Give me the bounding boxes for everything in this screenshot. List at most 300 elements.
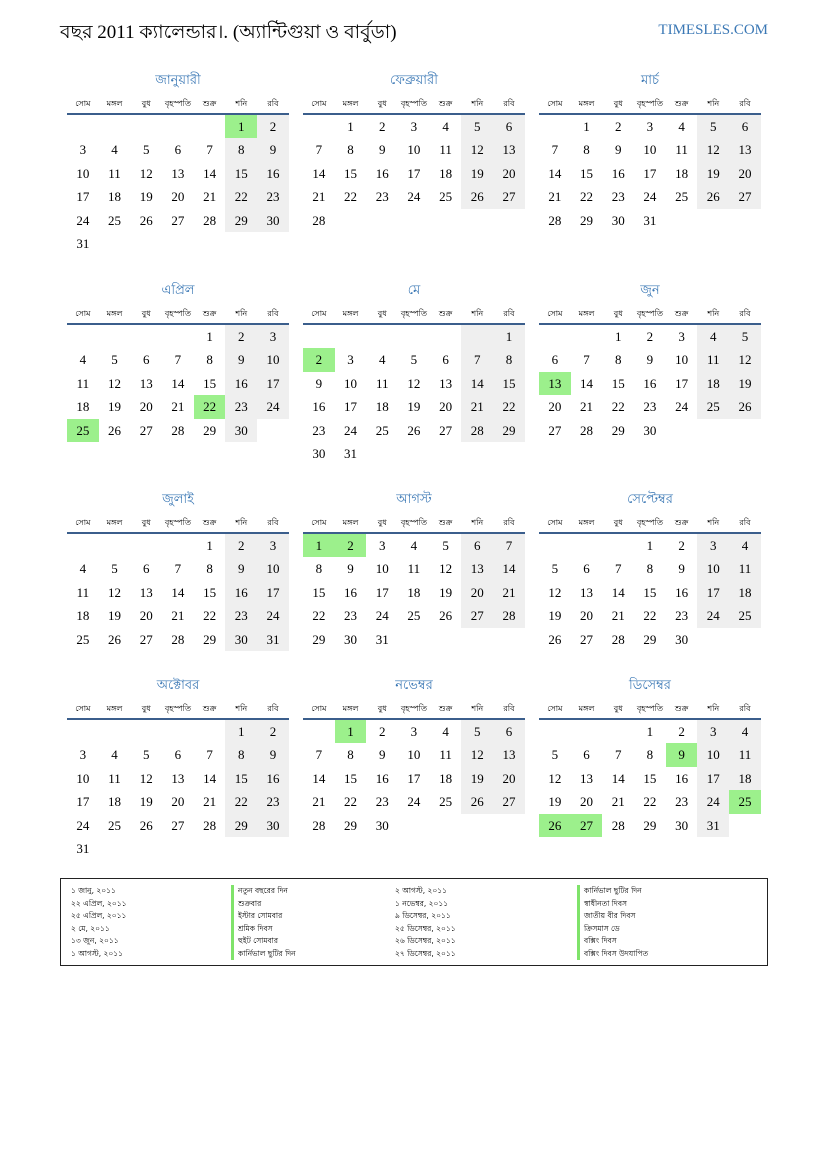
day-cell: 9 <box>257 138 289 161</box>
day-cell: 6 <box>583 561 590 577</box>
day-cell: 26 <box>139 817 153 833</box>
weekday-label: রবি <box>739 309 751 318</box>
day-cell: 11 <box>76 375 90 391</box>
day-cell: 15 <box>611 375 625 391</box>
empty-day-cell <box>257 232 289 255</box>
day-cell: 28 <box>611 631 625 647</box>
day-cell: 15 <box>203 375 217 391</box>
empty-day-cell <box>194 720 226 743</box>
weekday-label: বৃহস্পতি <box>636 309 663 318</box>
weekday-label: রবি <box>503 704 515 713</box>
day-cell: 16 <box>675 584 689 600</box>
day-cell: 14 <box>493 557 525 580</box>
day-cell: 23 <box>675 608 689 624</box>
day-cell: 4 <box>442 119 449 134</box>
weekday-label: শনি <box>471 99 484 108</box>
day-cell: 22 <box>611 399 625 415</box>
weekday-label: শনি <box>471 518 484 527</box>
day-cell: 27 <box>493 185 525 208</box>
day-cell: 2 <box>303 348 335 371</box>
day-cell: 15 <box>344 770 358 786</box>
day-cell: 3 <box>79 142 87 158</box>
day-cell: 15 <box>493 372 525 395</box>
day-cell: 16 <box>675 770 689 786</box>
day-cell: 25 <box>375 422 389 438</box>
day-cell: 1 <box>335 720 367 743</box>
weekday-label: মঙ্গল <box>106 309 123 318</box>
empty-day-cell <box>130 720 162 743</box>
day-cell: 29 <box>611 422 625 438</box>
day-cell: 31 <box>697 814 729 837</box>
day-cell: 30 <box>375 817 389 833</box>
day-cell: 24 <box>76 817 90 833</box>
empty-day-cell <box>366 442 398 465</box>
empty-day-cell <box>493 628 525 651</box>
weekday-label: শনি <box>471 309 484 318</box>
weekday-label: বৃহস্পতি <box>400 518 427 527</box>
empty-day-cell <box>130 325 162 348</box>
day-cell: 9 <box>225 348 257 371</box>
day-cell: 6 <box>551 352 559 368</box>
day-cell: 1 <box>646 724 654 739</box>
day-cell: 14 <box>548 165 562 181</box>
month-name: জানুয়ারী <box>155 73 201 88</box>
weekday-label: শনি <box>707 704 720 713</box>
empty-day-cell <box>194 115 226 138</box>
empty-day-cell <box>257 419 289 442</box>
weekday-header <box>303 513 525 534</box>
day-cell: 17 <box>643 165 657 181</box>
day-cell: 27 <box>461 604 493 627</box>
day-cell: 22 <box>344 189 358 205</box>
day-cell: 6 <box>174 142 182 158</box>
day-grid <box>303 534 525 651</box>
day-cell: 24 <box>257 604 289 627</box>
empty-day-cell <box>398 209 430 232</box>
day-cell: 25 <box>697 395 729 418</box>
day-cell: 10 <box>407 747 421 763</box>
day-cell: 30 <box>643 422 657 438</box>
weekday-label: শুক্র <box>202 309 217 318</box>
day-cell: 4 <box>79 352 87 368</box>
day-cell: 29 <box>643 631 657 647</box>
holiday-entry: বক্সিং দিবস <box>577 935 648 948</box>
day-cell: 5 <box>410 352 418 368</box>
day-cell: 22 <box>643 794 657 810</box>
day-cell: 12 <box>439 561 453 577</box>
day-cell: 19 <box>697 162 729 185</box>
day-cell: 23 <box>225 604 257 627</box>
day-cell: 31 <box>344 445 358 461</box>
day-cell: 22 <box>225 185 257 208</box>
day-cell: 27 <box>729 185 761 208</box>
day-cell: 10 <box>643 142 657 158</box>
day-cell: 1 <box>493 325 525 348</box>
day-cell: 6 <box>174 747 182 763</box>
holiday-dates-col2 <box>395 885 456 960</box>
day-cell: 24 <box>675 399 689 415</box>
day-cell: 17 <box>407 770 421 786</box>
day-cell: 23 <box>225 395 257 418</box>
weekday-label: বৃহস্পতি <box>400 309 427 318</box>
holiday-entry: ১ আগস্ট, ২০১১ <box>71 948 123 958</box>
day-cell: 14 <box>312 165 326 181</box>
day-cell: 25 <box>729 790 761 813</box>
weekday-header <box>67 513 289 534</box>
empty-day-cell <box>666 419 698 442</box>
day-cell: 8 <box>347 747 354 763</box>
day-cell: 26 <box>539 814 571 837</box>
day-cell: 2 <box>225 325 257 348</box>
weekday-label: রবি <box>267 99 279 108</box>
day-cell: 30 <box>611 212 625 228</box>
day-grid <box>539 115 761 232</box>
day-cell: 16 <box>257 162 289 185</box>
holiday-entry: কার্নিভাল ছুটির দিন <box>577 885 648 898</box>
weekday-label: বৃহস্পতি <box>636 518 663 527</box>
weekday-label: মঙ্গল <box>578 309 595 318</box>
empty-day-cell <box>130 232 162 255</box>
month-calendar <box>67 489 289 651</box>
weekday-label: শনি <box>235 704 248 713</box>
day-grid <box>539 534 761 651</box>
day-cell: 10 <box>675 352 689 368</box>
day-grid <box>303 720 525 837</box>
day-cell: 13 <box>580 584 594 600</box>
day-cell: 5 <box>697 115 729 138</box>
day-cell: 14 <box>203 770 217 786</box>
day-cell: 2 <box>378 119 386 134</box>
day-cell: 27 <box>580 631 594 647</box>
weekday-label: শুক্র <box>674 309 689 318</box>
day-cell: 30 <box>344 631 358 647</box>
empty-day-cell <box>697 209 729 232</box>
day-cell: 3 <box>347 352 354 368</box>
day-cell: 26 <box>461 790 493 813</box>
day-cell: 1 <box>206 538 213 553</box>
day-cell: 21 <box>203 794 217 810</box>
day-cell: 1 <box>206 329 213 344</box>
day-cell: 12 <box>548 584 562 600</box>
holiday-entry: ২৬ ডিসেম্বর, ২০১১ <box>395 936 456 945</box>
day-cell: 9 <box>315 375 323 391</box>
day-cell: 1 <box>347 119 354 134</box>
day-cell: 27 <box>571 814 603 837</box>
empty-day-cell <box>366 325 398 348</box>
day-cell: 15 <box>312 584 326 600</box>
day-cell: 8 <box>206 352 213 368</box>
empty-day-cell <box>335 209 367 232</box>
weekday-header <box>539 513 761 534</box>
day-cell: 11 <box>729 557 761 580</box>
day-cell: 20 <box>171 189 185 205</box>
day-cell: 23 <box>375 794 389 810</box>
site-brand-link[interactable]: TIMESLES.COM <box>658 22 768 38</box>
day-cell: 31 <box>375 631 389 647</box>
empty-day-cell <box>225 232 257 255</box>
day-cell: 30 <box>257 814 289 837</box>
day-cell: 14 <box>461 372 493 395</box>
day-cell: 28 <box>171 422 185 438</box>
day-cell: 13 <box>729 138 761 161</box>
empty-day-cell <box>67 720 99 743</box>
weekday-label: বুধ <box>377 309 387 318</box>
holiday-entry: ইস্টার সোমবার <box>231 910 296 923</box>
empty-day-cell <box>571 720 603 743</box>
day-cell: 29 <box>493 419 525 442</box>
day-cell: 9 <box>614 142 622 158</box>
day-cell: 13 <box>171 165 185 181</box>
day-cell: 28 <box>203 212 217 228</box>
month-name: ফেব্রুয়ারী <box>390 73 438 88</box>
day-cell: 7 <box>206 747 213 763</box>
empty-day-cell <box>602 534 634 557</box>
day-cell: 13 <box>461 557 493 580</box>
day-cell: 12 <box>108 375 122 391</box>
day-cell: 28 <box>493 604 525 627</box>
day-cell: 27 <box>548 422 562 438</box>
day-cell: 17 <box>76 189 90 205</box>
day-cell: 21 <box>312 794 326 810</box>
weekday-label: শনি <box>707 99 720 108</box>
day-cell: 12 <box>139 165 153 181</box>
empty-day-cell <box>99 720 131 743</box>
day-cell: 10 <box>76 165 90 181</box>
holiday-entry: নতুন বছরের দিন <box>231 885 296 898</box>
day-cell: 14 <box>611 584 625 600</box>
empty-day-cell <box>225 837 257 860</box>
weekday-label: বুধ <box>377 704 387 713</box>
day-cell: 9 <box>347 561 354 577</box>
day-cell: 15 <box>225 162 257 185</box>
empty-day-cell <box>130 115 162 138</box>
day-cell: 9 <box>646 352 654 368</box>
day-cell: 21 <box>171 399 185 415</box>
day-cell: 2 <box>678 724 685 739</box>
weekday-label: রবি <box>739 518 751 527</box>
day-cell: 28 <box>171 631 185 647</box>
empty-day-cell <box>729 628 761 651</box>
day-cell: 8 <box>315 561 323 577</box>
day-cell: 3 <box>678 329 685 344</box>
day-cell: 11 <box>407 561 421 577</box>
day-cell: 25 <box>76 631 90 647</box>
weekday-label: সোম <box>75 99 91 108</box>
day-cell: 5 <box>142 142 150 158</box>
day-cell: 19 <box>461 162 493 185</box>
day-cell: 20 <box>439 399 453 415</box>
day-cell: 18 <box>729 767 761 790</box>
day-cell: 10 <box>76 770 90 786</box>
day-cell: 9 <box>666 743 698 766</box>
weekday-label: সোম <box>75 704 91 713</box>
day-cell: 2 <box>257 115 289 138</box>
month-calendar <box>67 70 289 255</box>
day-cell: 12 <box>407 375 421 391</box>
day-cell: 17 <box>375 584 389 600</box>
day-cell: 23 <box>344 608 358 624</box>
day-cell: 18 <box>76 608 90 624</box>
weekday-label: শনি <box>235 99 248 108</box>
day-cell: 26 <box>108 422 122 438</box>
day-cell: 29 <box>203 631 217 647</box>
day-cell: 20 <box>548 399 562 415</box>
day-grid <box>539 325 761 442</box>
holiday-entry: জাতীয় বীর দিবস <box>577 910 648 923</box>
day-cell: 21 <box>203 189 217 205</box>
day-cell: 18 <box>439 770 453 786</box>
day-cell: 12 <box>461 743 493 766</box>
day-cell: 11 <box>439 747 452 763</box>
day-cell: 8 <box>493 348 525 371</box>
day-cell: 18 <box>407 584 421 600</box>
day-cell: 7 <box>206 142 213 158</box>
day-cell: 17 <box>257 372 289 395</box>
weekday-label: মঙ্গল <box>578 99 595 108</box>
holiday-entry: স্বাধীনতা দিবস <box>577 898 648 911</box>
weekday-label: রবি <box>503 309 515 318</box>
empty-day-cell <box>571 534 603 557</box>
month-calendar <box>539 675 761 837</box>
empty-day-cell <box>398 628 430 651</box>
day-cell: 5 <box>111 561 118 577</box>
day-cell: 25 <box>729 604 761 627</box>
day-cell: 6 <box>442 352 449 368</box>
day-cell: 26 <box>407 422 421 438</box>
day-cell: 29 <box>580 212 594 228</box>
day-cell: 20 <box>493 162 525 185</box>
day-cell: 24 <box>407 189 421 205</box>
day-cell: 3 <box>257 325 289 348</box>
empty-day-cell <box>303 325 335 348</box>
day-cell: 6 <box>142 561 150 577</box>
day-cell: 2 <box>646 329 654 344</box>
empty-day-cell <box>335 325 367 348</box>
day-cell: 8 <box>583 142 590 158</box>
weekday-label: বৃহস্পতি <box>636 704 663 713</box>
empty-day-cell <box>430 442 462 465</box>
day-cell: 19 <box>139 189 153 205</box>
holiday-entry: শ্রমিক দিবস <box>231 923 296 936</box>
day-cell: 9 <box>378 142 386 158</box>
day-cell: 24 <box>407 794 421 810</box>
day-cell: 20 <box>580 794 594 810</box>
day-cell: 11 <box>108 165 121 181</box>
weekday-label: সোম <box>547 309 563 318</box>
day-cell: 30 <box>312 445 326 461</box>
day-cell: 5 <box>551 747 559 763</box>
empty-day-cell <box>162 232 194 255</box>
day-cell: 21 <box>580 399 594 415</box>
day-cell: 7 <box>614 747 622 763</box>
day-cell: 12 <box>461 138 493 161</box>
day-cell: 13 <box>139 584 153 600</box>
empty-day-cell <box>666 209 698 232</box>
weekday-label: রবি <box>503 518 515 527</box>
day-cell: 23 <box>257 790 289 813</box>
weekday-label: রবি <box>267 518 279 527</box>
month-calendar <box>303 280 525 465</box>
weekday-header <box>67 304 289 325</box>
day-cell: 6 <box>493 115 525 138</box>
holiday-entry: ২২ এপ্রিল, ২০১১ <box>71 898 127 908</box>
weekday-label: বৃহস্পতি <box>164 518 191 527</box>
day-cell: 24 <box>697 604 729 627</box>
empty-day-cell <box>130 837 162 860</box>
day-cell: 17 <box>697 581 729 604</box>
day-cell: 16 <box>375 165 389 181</box>
day-cell: 21 <box>493 581 525 604</box>
day-cell: 2 <box>257 720 289 743</box>
day-cell: 17 <box>697 767 729 790</box>
weekday-label: শনি <box>235 518 248 527</box>
day-cell: 7 <box>315 747 323 763</box>
day-cell: 29 <box>225 209 257 232</box>
empty-day-cell <box>493 209 525 232</box>
day-cell: 1 <box>225 115 257 138</box>
day-cell: 18 <box>729 581 761 604</box>
day-cell: 22 <box>580 189 594 205</box>
empty-day-cell <box>602 720 634 743</box>
day-grid <box>67 115 289 255</box>
empty-day-cell <box>130 534 162 557</box>
weekday-label: বৃহস্পতি <box>636 99 663 108</box>
empty-day-cell <box>67 325 99 348</box>
empty-day-cell <box>430 209 462 232</box>
day-cell: 30 <box>257 209 289 232</box>
empty-day-cell <box>493 442 525 465</box>
weekday-label: বৃহস্পতি <box>164 99 191 108</box>
day-cell: 10 <box>407 142 421 158</box>
day-cell: 12 <box>729 348 761 371</box>
weekday-label: মঙ্গল <box>106 99 123 108</box>
day-cell: 14 <box>171 584 185 600</box>
month-name: আগস্ট <box>396 492 432 507</box>
weekday-label: রবি <box>503 99 515 108</box>
day-cell: 22 <box>203 608 217 624</box>
day-cell: 5 <box>442 538 449 553</box>
month-name: সেপ্টেম্বর <box>627 492 673 507</box>
day-grid <box>67 325 289 442</box>
weekday-label: সোম <box>311 99 327 108</box>
month-name: এপ্রিল <box>161 283 195 298</box>
weekday-label: মঙ্গল <box>342 704 359 713</box>
day-cell: 7 <box>614 561 622 577</box>
day-cell: 7 <box>315 142 323 158</box>
holiday-entry: বক্সিং দিবস উদযাপিত <box>577 948 648 961</box>
day-cell: 2 <box>335 534 367 557</box>
empty-day-cell <box>99 232 131 255</box>
empty-day-cell <box>539 115 571 138</box>
day-cell: 25 <box>67 419 99 442</box>
day-cell: 20 <box>139 608 153 624</box>
day-cell: 10 <box>344 375 358 391</box>
day-cell: 29 <box>643 817 657 833</box>
day-cell: 17 <box>407 165 421 181</box>
day-cell: 7 <box>493 534 525 557</box>
day-cell: 1 <box>225 720 257 743</box>
day-cell: 23 <box>312 422 326 438</box>
day-cell: 17 <box>344 399 358 415</box>
day-cell: 23 <box>611 189 625 205</box>
day-cell: 3 <box>646 119 654 134</box>
day-cell: 25 <box>439 794 453 810</box>
weekday-label: সোম <box>311 704 327 713</box>
day-cell: 6 <box>461 534 493 557</box>
day-cell: 30 <box>225 419 257 442</box>
weekday-label: মঙ্গল <box>342 309 359 318</box>
day-cell: 13 <box>539 372 571 395</box>
